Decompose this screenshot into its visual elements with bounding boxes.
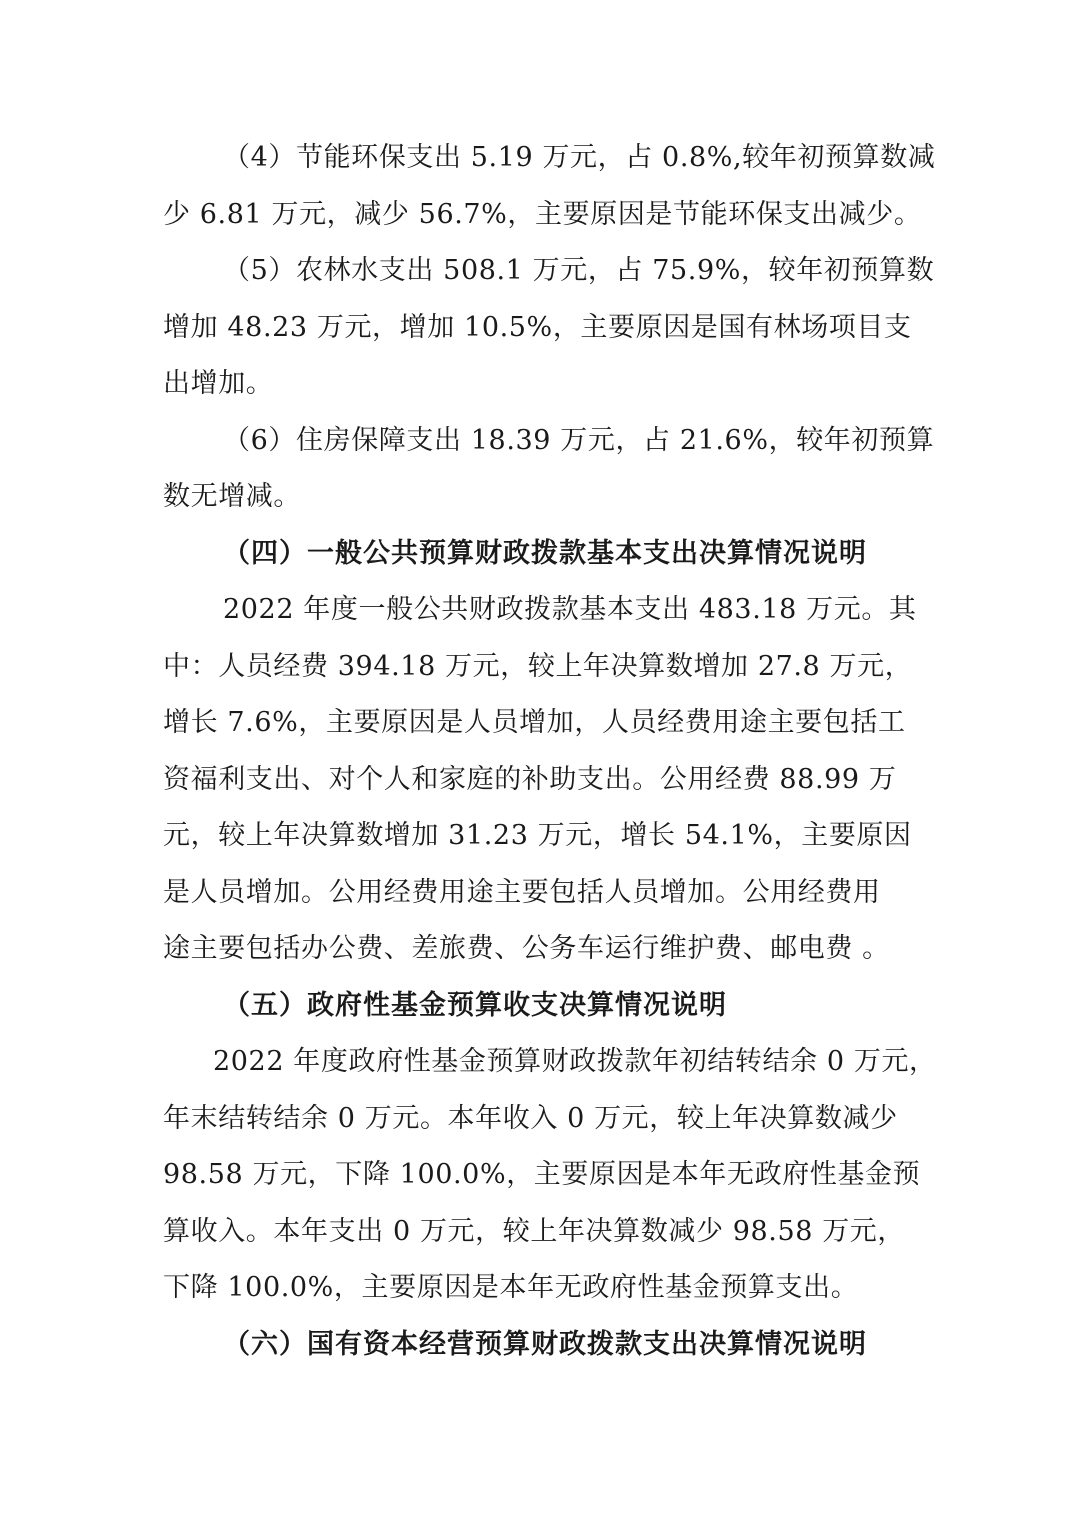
paragraph-line: （4）节能环保支出 5.19 万元，占 0.8%,较年初预算数减 xyxy=(223,142,936,173)
paragraph-line: 算收入。本年支出 0 万元，较上年决算数减少 98.58 万元， xyxy=(163,1215,906,1247)
paragraph-line: 98.58 万元，下降 100.0%，主要原因是本年无政府性基金预 xyxy=(163,1159,921,1190)
paragraph-line: （5）农林水支出 508.1 万元，占 75.9%，较年初预算数 xyxy=(223,255,935,286)
paragraph-line: 元，较上年决算数增加 31.23 万元，增长 54.1%，主要原因 xyxy=(163,820,912,851)
paragraph-line: 2022 年度一般公共财政拨款基本支出 483.18 万元。其 xyxy=(223,594,917,625)
paragraph-line: 数无增减。 xyxy=(163,481,301,512)
paragraph-line: 中：人员经费 394.18 万元，较上年决算数增加 27.8 万元， xyxy=(163,650,913,682)
section-heading: （五）政府性基金预算收支决算情况说明 xyxy=(223,989,727,1021)
paragraph-line: 增加 48.23 万元，增加 10.5%，主要原因是国有林场项目支 xyxy=(163,311,912,343)
document-body xyxy=(163,130,937,1373)
paragraph-line: 途主要包括办公费、差旅费、公务车运行维护费、邮电费 。 xyxy=(163,933,890,964)
paragraph-line: 2022 年度政府性基金预算财政拨款年初结转结余 0 万元， xyxy=(213,1046,937,1077)
paragraph-line: （6）住房保障支出 18.39 万元，占 21.6%，较年初预算 xyxy=(223,424,935,456)
paragraph-line: 年末结转结余 0 万元。本年收入 0 万元，较上年决算数减少 xyxy=(163,1102,898,1134)
paragraph-line: 少 6.81 万元，减少 56.7%，主要原因是节能环保支出减少。 xyxy=(163,198,922,230)
paragraph-line: 增长 7.6%，主要原因是人员增加，人员经费用途主要包括工 xyxy=(163,707,906,738)
section-heading: （六）国有资本经营预算财政拨款支出决算情况说明 xyxy=(223,1328,867,1360)
paragraph-line: 下降 100.0%，主要原因是本年无政府性基金预算支出。 xyxy=(163,1272,859,1303)
paragraph-line: 是人员增加。公用经费用途主要包括人员增加。公用经费用 xyxy=(163,876,881,908)
paragraph-line: 资福利支出、对个人和家庭的补助支出。公用经费 88.99 万 xyxy=(163,763,897,795)
section-heading: （四）一般公共预算财政拨款基本支出决算情况说明 xyxy=(223,537,867,569)
paragraph-line: 出增加。 xyxy=(163,368,274,399)
